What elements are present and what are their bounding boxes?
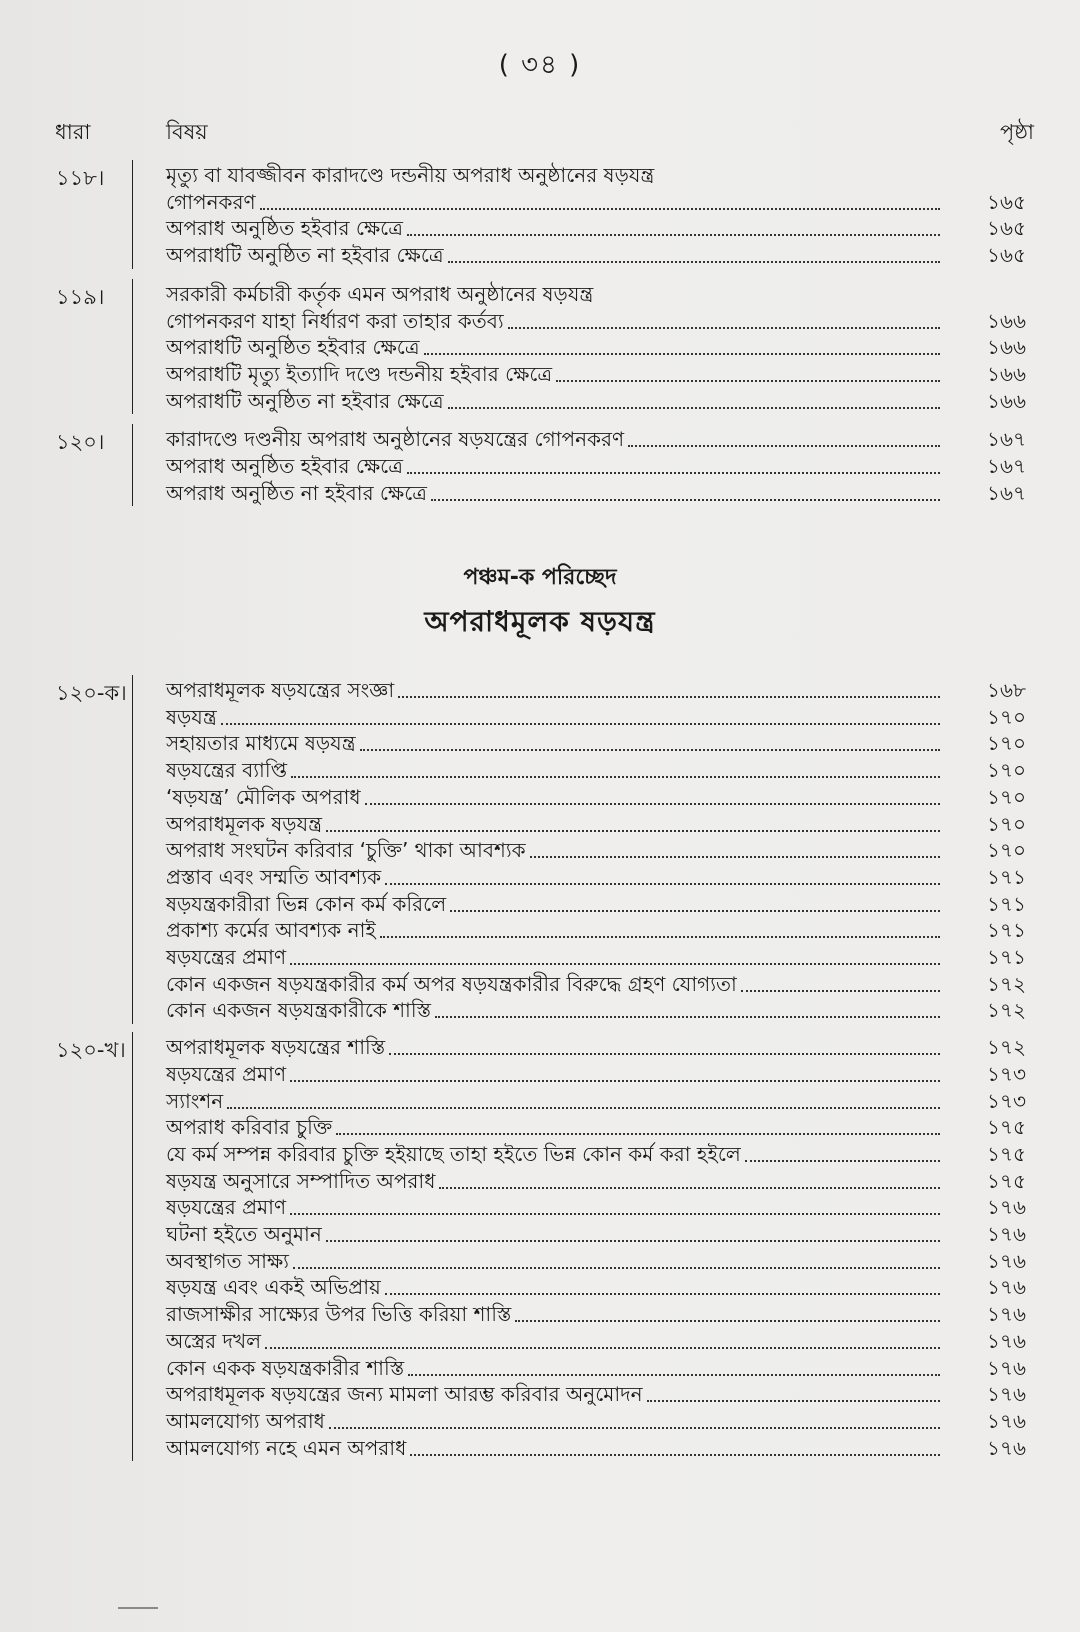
entry-text: ষড়যন্ত্র অনুসারে সম্পাদিত অপরাধ bbox=[166, 1168, 436, 1193]
table-header bbox=[0, 116, 1080, 150]
chapter-label: পঞ্চম-ক পরিচ্ছেদ bbox=[463, 565, 617, 590]
toc-entry bbox=[166, 1166, 1036, 1196]
toc-entry bbox=[166, 889, 1036, 919]
entry-page-number: ১৭৩ bbox=[987, 1088, 1026, 1113]
toc-entry bbox=[166, 1086, 1036, 1116]
toc-entry bbox=[166, 1406, 1036, 1436]
footnote-rule bbox=[118, 1607, 158, 1609]
toc-entry bbox=[166, 1433, 1036, 1463]
entry-text: ষড়যন্ত্রের প্রমাণ bbox=[166, 1195, 287, 1220]
toc-entry bbox=[166, 1112, 1036, 1142]
leader-dots bbox=[360, 749, 940, 751]
toc-entry bbox=[166, 915, 1036, 945]
entry-page-number: ১৭৬ bbox=[987, 1435, 1026, 1460]
leader-dots bbox=[385, 883, 940, 885]
toc-entry bbox=[166, 809, 1036, 839]
entry-text: যে কর্ম সম্পন্ন করিবার চুক্তি হইয়াছে তাহা হইতে ভিন্ন কোন কর্ম করা হইলে bbox=[166, 1141, 741, 1166]
entry-text: মৃত্যু বা যাবজ্জীবন কারাদণ্ডে দন্ডনীয় অপরাধ অনুষ্ঠানের ষড়যন্ত্র bbox=[166, 163, 655, 187]
section-number: ১২০। bbox=[56, 430, 105, 455]
entry-page-number: ১৭১ bbox=[987, 891, 1026, 916]
entry-page-number: ১৭৫ bbox=[987, 1115, 1026, 1140]
toc-entry bbox=[166, 478, 1036, 508]
leader-dots bbox=[410, 1454, 940, 1456]
entry-page-number: ১৭৫ bbox=[987, 1141, 1026, 1166]
leader-dots bbox=[450, 910, 940, 912]
entry-text: সরকারী কর্মচারী কর্তৃক এমন অপরাধ অনুষ্ঠানের ষড়যন্ত্র bbox=[166, 281, 594, 306]
toc-entry bbox=[166, 835, 1036, 865]
toc-entry bbox=[166, 1192, 1036, 1222]
leader-dots bbox=[290, 963, 940, 965]
entry-page-number: ১৭০ bbox=[987, 838, 1026, 863]
entry-text: প্রকাশ্য কর্মের আবশ্যক নাই bbox=[166, 918, 376, 943]
toc-entry bbox=[166, 451, 1036, 481]
leader-dots bbox=[408, 1374, 940, 1376]
entry-page-number: ১৬৮ bbox=[987, 678, 1026, 702]
entry-page-number: ১৬৬ bbox=[987, 388, 1026, 413]
chapter-title: অপরাধমূলক ষড়যন্ত্র bbox=[424, 605, 656, 638]
toc-entry bbox=[166, 1032, 1036, 1062]
entry-page-number: ১৭২ bbox=[987, 1035, 1026, 1060]
leader-dots bbox=[290, 1213, 940, 1215]
entry-text: কোন একক ষড়যন্ত্রকারীর শাস্তি bbox=[166, 1355, 405, 1380]
leader-dots bbox=[227, 1107, 940, 1109]
leader-dots bbox=[508, 327, 940, 329]
toc-entry bbox=[166, 240, 1036, 270]
entry-page-number: ১৬৭ bbox=[987, 427, 1026, 452]
entry-text: গোপনকরণ bbox=[166, 189, 256, 214]
leader-dots bbox=[260, 208, 940, 210]
entry-page-number: ১৭০ bbox=[987, 731, 1026, 756]
entry-page-number: ১৬৬ bbox=[987, 308, 1026, 333]
leader-dots bbox=[556, 380, 940, 382]
toc-entry bbox=[166, 424, 1036, 454]
section-column-header: ধারা bbox=[55, 120, 91, 144]
toc-entry bbox=[166, 675, 1036, 705]
entry-page-number: ১৭০ bbox=[987, 811, 1026, 836]
toc-entry bbox=[166, 728, 1036, 758]
leader-dots bbox=[439, 1187, 940, 1189]
leader-dots bbox=[431, 499, 940, 501]
entry-page-number: ১৭০ bbox=[987, 704, 1026, 729]
entry-text: ষড়যন্ত্র এবং একই অভিপ্রায় bbox=[166, 1275, 381, 1300]
entry-text: অপরাধমূলক ষড়যন্ত্রের সংজ্ঞা bbox=[166, 678, 395, 702]
leader-dots bbox=[407, 472, 940, 474]
toc-entry bbox=[166, 1379, 1036, 1409]
entry-page-number: ১৭৬ bbox=[987, 1248, 1026, 1273]
entry-page-number: ১৭৬ bbox=[987, 1195, 1026, 1220]
leader-dots bbox=[385, 1293, 940, 1295]
entry-text: ষড়যন্ত্রকারীরা ভিন্ন কোন কর্ম করিলে bbox=[166, 891, 447, 916]
toc-entry bbox=[166, 332, 1036, 362]
toc-entry bbox=[166, 969, 1036, 999]
entry-text: ‘ষড়যন্ত্র’ মৌলিক অপরাধ bbox=[166, 784, 361, 809]
toc-entry bbox=[166, 702, 1036, 732]
entry-page-number: ১৭৬ bbox=[987, 1408, 1026, 1433]
entry-text: রাজসাক্ষীর সাক্ষ্যের উপর ভিত্তি করিয়া শাস্তি bbox=[166, 1302, 512, 1327]
entry-page-number: ১৭১ bbox=[987, 945, 1026, 969]
toc-entry bbox=[166, 1139, 1036, 1169]
entry-text: অপরাধটি অনুষ্ঠিত হইবার ক্ষেত্রে bbox=[166, 335, 420, 360]
toc-entry bbox=[166, 306, 1036, 336]
toc-entry bbox=[166, 942, 1036, 972]
entry-text: ষড়যন্ত্রের প্রমাণ bbox=[166, 1061, 287, 1086]
entry-page-number: ১৭৬ bbox=[987, 1302, 1026, 1327]
entry-text: অপরাধ সংঘটন করিবার ‘চুক্তি’ থাকা আবশ্যক bbox=[166, 838, 526, 863]
entry-page-number: ১৬৫ bbox=[987, 216, 1026, 241]
entry-page-number: ১৬৫ bbox=[987, 243, 1026, 268]
entry-page-number: ১৭২ bbox=[987, 971, 1026, 996]
leader-dots bbox=[745, 1160, 940, 1162]
entry-page-number: ১৭১ bbox=[987, 918, 1026, 943]
entry-text: অপরাধ অনুষ্ঠিত হইবার ক্ষেত্রে bbox=[166, 216, 403, 241]
entry-text: অপরাধ অনুষ্ঠিত হইবার ক্ষেত্রে bbox=[166, 454, 403, 478]
leader-dots bbox=[435, 1016, 940, 1018]
page-number: ( ৩৪ ) bbox=[498, 50, 582, 80]
leader-dots bbox=[365, 803, 940, 805]
entry-page-number: ১৬৬ bbox=[987, 335, 1026, 360]
entry-text: কারাদণ্ডে দণ্ডনীয় অপরাধ অনুষ্ঠানের ষড়যন্ত্রের গোপনকরণ bbox=[166, 427, 625, 452]
leader-dots bbox=[326, 1240, 940, 1242]
entry-text: ঘটনা হইতে অনুমান bbox=[166, 1222, 322, 1246]
leader-dots bbox=[221, 723, 940, 725]
section-number: ১২০-ক। bbox=[56, 681, 127, 705]
toc-entry bbox=[166, 862, 1036, 892]
entry-page-number: ১৭৬ bbox=[987, 1222, 1026, 1246]
leader-dots bbox=[448, 261, 940, 263]
entry-page-number: ১৭৬ bbox=[987, 1382, 1026, 1407]
leader-dots bbox=[424, 353, 940, 355]
toc-entry bbox=[166, 386, 1036, 416]
entry-text: কোন একজন ষড়যন্ত্রকারীকে শাস্তি bbox=[166, 998, 431, 1023]
leader-dots bbox=[515, 1320, 940, 1322]
toc-entry bbox=[166, 160, 1036, 190]
entry-page-number: ১৬৭ bbox=[987, 454, 1026, 478]
toc-entry bbox=[166, 1219, 1036, 1249]
entry-page-number: ১৭৬ bbox=[987, 1355, 1026, 1380]
toc-entry bbox=[166, 187, 1036, 217]
entry-page-number: ১৭৬ bbox=[987, 1275, 1026, 1300]
toc-entry bbox=[166, 213, 1036, 243]
entry-text: ষড়যন্ত্রের ব্যাপ্তি bbox=[166, 758, 288, 783]
toc-entry bbox=[166, 1326, 1036, 1356]
page-column-header: পৃষ্ঠা bbox=[999, 120, 1034, 144]
entry-text: গোপনকরণ যাহা নির্ধারণ করা তাহার কর্তব্য bbox=[166, 308, 504, 333]
leader-dots bbox=[290, 1080, 940, 1082]
entry-page-number: ১৭৬ bbox=[987, 1328, 1026, 1353]
entry-text: অপরাধ অনুষ্ঠিত না হইবার ক্ষেত্রে bbox=[166, 480, 427, 505]
subject-column-header: বিষয় bbox=[166, 120, 208, 144]
leader-dots bbox=[628, 445, 940, 447]
entry-text: অপরাধটি অনুষ্ঠিত না হইবার ক্ষেত্রে bbox=[166, 388, 444, 413]
entry-text: আমলযোগ্য অপরাধ bbox=[166, 1408, 325, 1433]
toc-entry bbox=[166, 359, 1036, 389]
entry-page-number: ১৬৫ bbox=[987, 189, 1026, 214]
entry-page-number: ১৭০ bbox=[987, 758, 1026, 783]
entry-text: সহায়তার মাধ্যমে ষড়যন্ত্র bbox=[166, 731, 356, 756]
entry-text: অপরাধমূলক ষড়যন্ত্রের শাস্তি bbox=[166, 1035, 386, 1060]
entry-text: ষড়যন্ত্র bbox=[166, 704, 217, 729]
entry-page-number: ১৭০ bbox=[987, 784, 1026, 809]
toc-entry bbox=[166, 995, 1036, 1025]
leader-dots bbox=[293, 1267, 940, 1269]
entry-text: অবস্থাগত সাক্ষ্য bbox=[166, 1248, 289, 1273]
leader-dots bbox=[326, 830, 940, 832]
leader-dots bbox=[407, 234, 940, 236]
entry-text: কোন একজন ষড়যন্ত্রকারীর কর্ম অপর ষড়যন্ত্রকারীর বিরুদ্ধে গ্রহণ যোগ্যতা bbox=[166, 971, 737, 996]
leader-dots bbox=[398, 696, 940, 698]
entry-page-number: ১৭৩ bbox=[987, 1061, 1026, 1086]
leader-dots bbox=[336, 1133, 940, 1135]
entry-text: আমলযোগ্য নহে এমন অপরাধ bbox=[166, 1435, 407, 1460]
leader-dots bbox=[530, 856, 940, 858]
toc-entry bbox=[166, 1246, 1036, 1276]
entry-page-number: ১৬৭ bbox=[987, 480, 1026, 505]
entry-text: অপরাধমূলক ষড়যন্ত্রের জন্য মামলা আরম্ভ করিবার অনুমোদন bbox=[166, 1382, 643, 1407]
section-number: ১১৮। bbox=[56, 166, 105, 190]
entry-text: স্যাংশন bbox=[166, 1088, 224, 1113]
entry-text: অপরাধ করিবার চুক্তি bbox=[166, 1115, 333, 1140]
section-number: ১২০-খ। bbox=[56, 1038, 126, 1063]
toc-entry bbox=[166, 1353, 1036, 1383]
section-number: ১১৯। bbox=[56, 284, 105, 309]
entry-page-number: ১৭৫ bbox=[987, 1168, 1026, 1193]
entry-text: অপরাধটি মৃত্যু ইত্যাদি দণ্ডে দন্ডনীয় হইবার ক্ষেত্রে bbox=[166, 361, 553, 386]
entry-text: ষড়যন্ত্রের প্রমাণ bbox=[166, 945, 287, 969]
entry-text: অপরাধটি অনুষ্ঠিত না হইবার ক্ষেত্রে bbox=[166, 243, 444, 268]
leader-dots bbox=[389, 1053, 940, 1055]
leader-dots bbox=[647, 1400, 940, 1402]
entry-text: অস্ত্রের দখল bbox=[166, 1328, 262, 1353]
entry-page-number: ১৭১ bbox=[987, 864, 1026, 889]
entry-page-number: ১৭২ bbox=[987, 998, 1026, 1023]
leader-dots bbox=[265, 1347, 940, 1349]
entry-text: প্রস্তাব এবং সম্মতি আবশ্যক bbox=[166, 864, 382, 889]
entry-text: অপরাধমূলক ষড়যন্ত্র bbox=[166, 811, 322, 836]
toc-entry bbox=[166, 782, 1036, 812]
leader-dots bbox=[380, 936, 940, 938]
toc-entry bbox=[166, 279, 1036, 309]
leader-dots bbox=[329, 1427, 940, 1429]
toc-entry bbox=[166, 1272, 1036, 1302]
leader-dots bbox=[291, 776, 940, 778]
leader-dots bbox=[448, 407, 940, 409]
leader-dots bbox=[741, 990, 940, 992]
toc-entry bbox=[166, 1299, 1036, 1329]
toc-entry bbox=[166, 755, 1036, 785]
entry-page-number: ১৬৬ bbox=[987, 361, 1026, 386]
toc-entry bbox=[166, 1059, 1036, 1089]
